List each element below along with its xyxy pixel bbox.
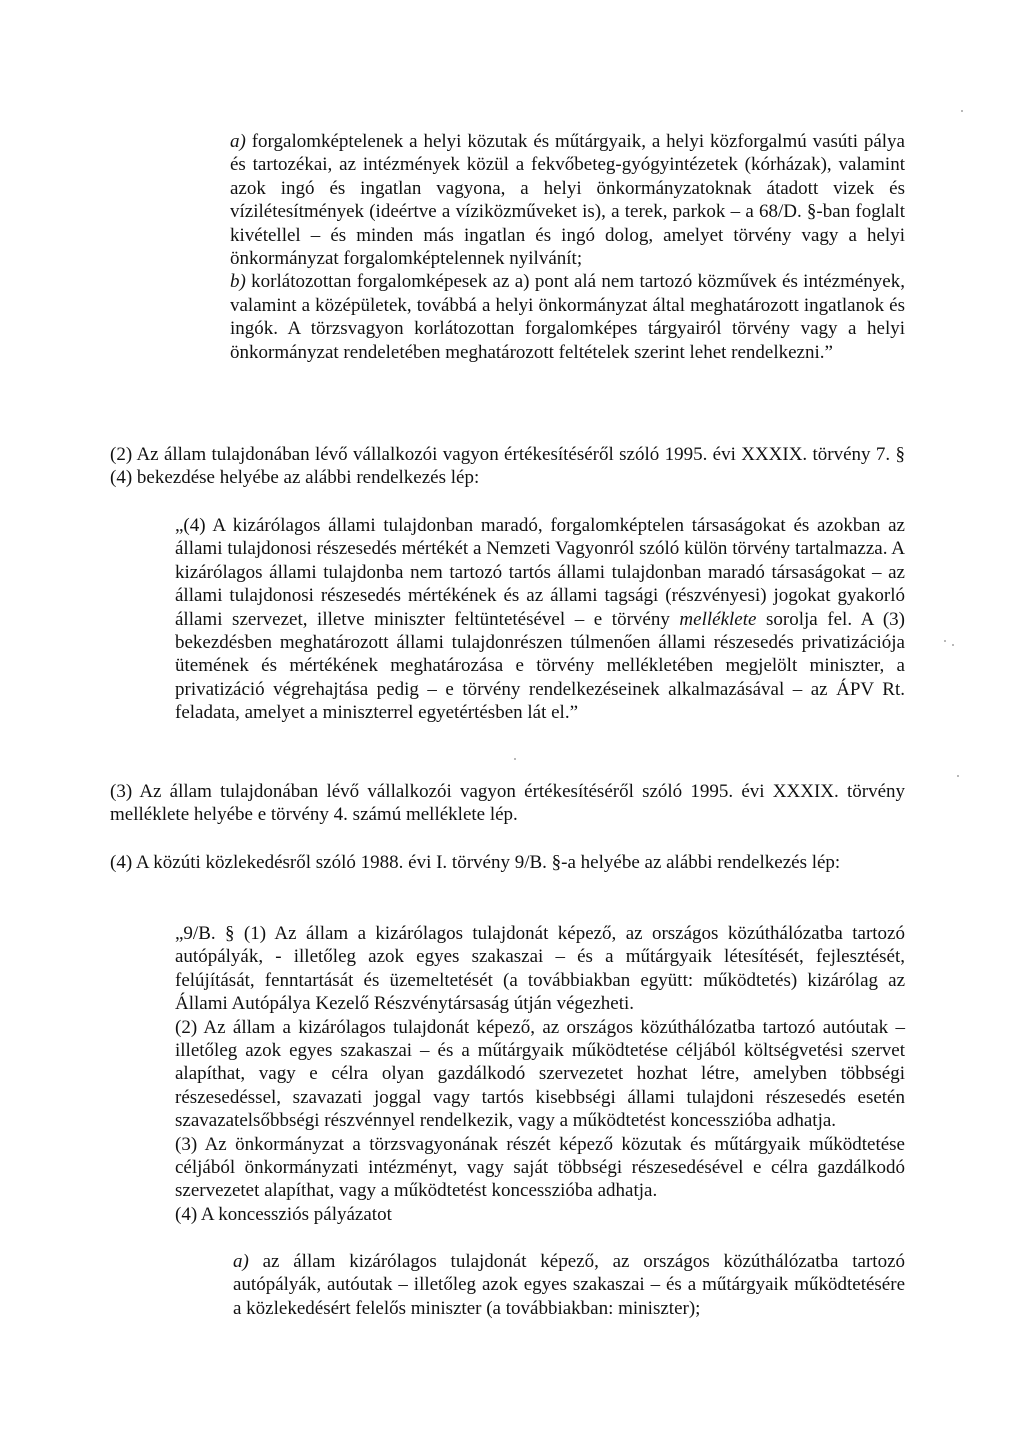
quoted-section-4-emphasis: melléklete (679, 608, 757, 630)
item-b (230, 270, 905, 364)
subsection-4-item-a-letter: a) (233, 1251, 249, 1272)
scan-speck (952, 644, 954, 646)
paragraph-3-text: (3) Az állam tulajdonában lévő vállalkozói vagyon értékesítéséről szóló 1995. évi XXXIX. törvény melléklete helyébe e törvény 4. számú melléklete lép. (110, 781, 905, 826)
paragraph-2 (110, 443, 905, 490)
paragraph-4-text: (4) A közúti közlekedésről szóló 1988. évi I. törvény 9/B. §-a helyébe az alábbi rendelkezés lép: (110, 852, 841, 873)
item-a (230, 130, 905, 270)
quoted-section-4-after: sorolja fel. A (3) bekezdésben meghatározott állami tulajdonrészen túlmenően állami részesedés privatizációja ütemének és mértékének meghatározása e törvény mellékletében megjelölt miniszter, a privatizáció végrehajtása pedig – e törvény rendelkezéseinek alkalmazásával – az ÁPV Rt. feladata, amelyet a miniszterrel egyetértésben lát el.” (175, 608, 906, 724)
quoted-section-9b (175, 922, 905, 1226)
quoted-provision-a-b (230, 130, 905, 364)
section-9b-subsection-3: (3) Az önkormányzat a törzsvagyonának részét képező közutak és műtárgyaik működtetése céljából önkormányzati intézményt, vagy saját többségi részesedésével e célra gazdálkodó szervezetet alapíthat, vagy a működtetést koncesszióba adhatja. (175, 1133, 905, 1202)
item-b-letter: b) (230, 271, 246, 293)
section-9b-subsection-4: (4) A koncessziós pályázatot (175, 1203, 392, 1225)
item-b-text: korlátozottan forgalomképesek az a) pont alá nem tartozó közművek és intézmények, valamint a középületek, továbbá a helyi önkormányzat által meghatározott ingatlanok és ingók. A törzsvagyon korlátozottan forgalomképes tárgyairól törvény vagy a helyi önkormányzat rendeletében meghatározott feltételek szerint lehet rendelkezni.” (230, 271, 905, 363)
item-a-text: forgalomképtelenek a helyi közutak és műtárgyaik, a helyi közforgalmú vasúti pálya és tartozékai, az intézmények közül a fekvőbeteg-gyógyintézetek (kórházak), valamint azok ingó és ingatlan vagyona, a helyi önkormányzatoknak átadott vizek és vízilétesítmények (ideértve a víziközműveket is), a terek, parkok – a 68/D. §-ban foglalt kivétellel – és minden más ingatlan és ingó dolog, amelyet törvény vagy a helyi önkormányzat forgalomképtelennek nyilvánít; (230, 131, 905, 270)
quoted-section-4 (175, 514, 905, 725)
subsection-4-item-a-text (233, 1250, 905, 1320)
scan-speck (944, 640, 946, 642)
quoted-section-4-text (175, 514, 905, 725)
scan-speck (957, 775, 959, 777)
quoted-section-4-before: „(4) A kizárólagos állami tulajdonban maradó, forgalomképtelen társaságokat és azokban az állami tulajdonosi részesedés mértékét a Nemzeti Vagyonról szóló külön törvény tartalmazza. A kizárólagos állami tulajdonba nem tartozó tartós állami tulajdonban maradó társaságokat – az állami tulajdonosi részesedés mértékének és az állami tagsági (részvényesi) jogokat gyakorló állami szervezet, illetve miniszter feltüntetésével – e törvény (175, 515, 905, 630)
item-a-letter: a) (230, 131, 246, 152)
paragraph-2-text: (2) Az állam tulajdonában lévő vállalkozói vagyon értékesítéséről szóló 1995. évi XXXIX. törvény 7. § (4) bekezdése helyébe az alábbi rendelkezés lép: (110, 444, 905, 489)
subsection-4-item-a (233, 1250, 905, 1320)
paragraph-3 (110, 780, 905, 827)
subsection-4-item-a-body: az állam kizárólagos tulajdonát képező, az országos közúthálózatba tartozó autópályák, autóutak – illetőleg azok egyes szakaszai – és a műtárgyaik működtetésére a közlekedésért felelős miniszter (a továbbiakban: miniszter); (233, 1251, 905, 1319)
scan-speck (961, 110, 963, 112)
section-9b-subsection-2: (2) Az állam a kizárólagos tulajdonát képező, az országos közúthálózatba tartozó autóutak – illetőleg azok egyes szakaszai – és a műtárgyaik működtetése céljából költségvetési szervet alapíthat, vagy e célra olyan gazdálkodó szervezetet hozhat létre, amelyben többségi részesedéssel, szavazati joggal vagy tartós kisebbségi állami tulajdoni részesedés esetén szavazatelsőbbségi részvénnyel rendelkezik, vagy a működtetést koncesszióba adhatja. (175, 1016, 905, 1132)
section-9b-subsection-1: „9/B. § (1) Az állam a kizárólagos tulajdonát képező, az országos közúthálózatba tartozó autópályák, - illetőleg azok egyes szakaszai – és a műtárgyaik létesítését, fejlesztését, felújítását, fenntartását és üzemeltetését (a továbbiakban együtt: működtetés) kizárólag az Állami Autópálya Kezelő Részvénytársaság útján végezheti. (175, 923, 905, 1015)
paragraph-4 (110, 851, 905, 874)
scan-speck (514, 758, 516, 760)
